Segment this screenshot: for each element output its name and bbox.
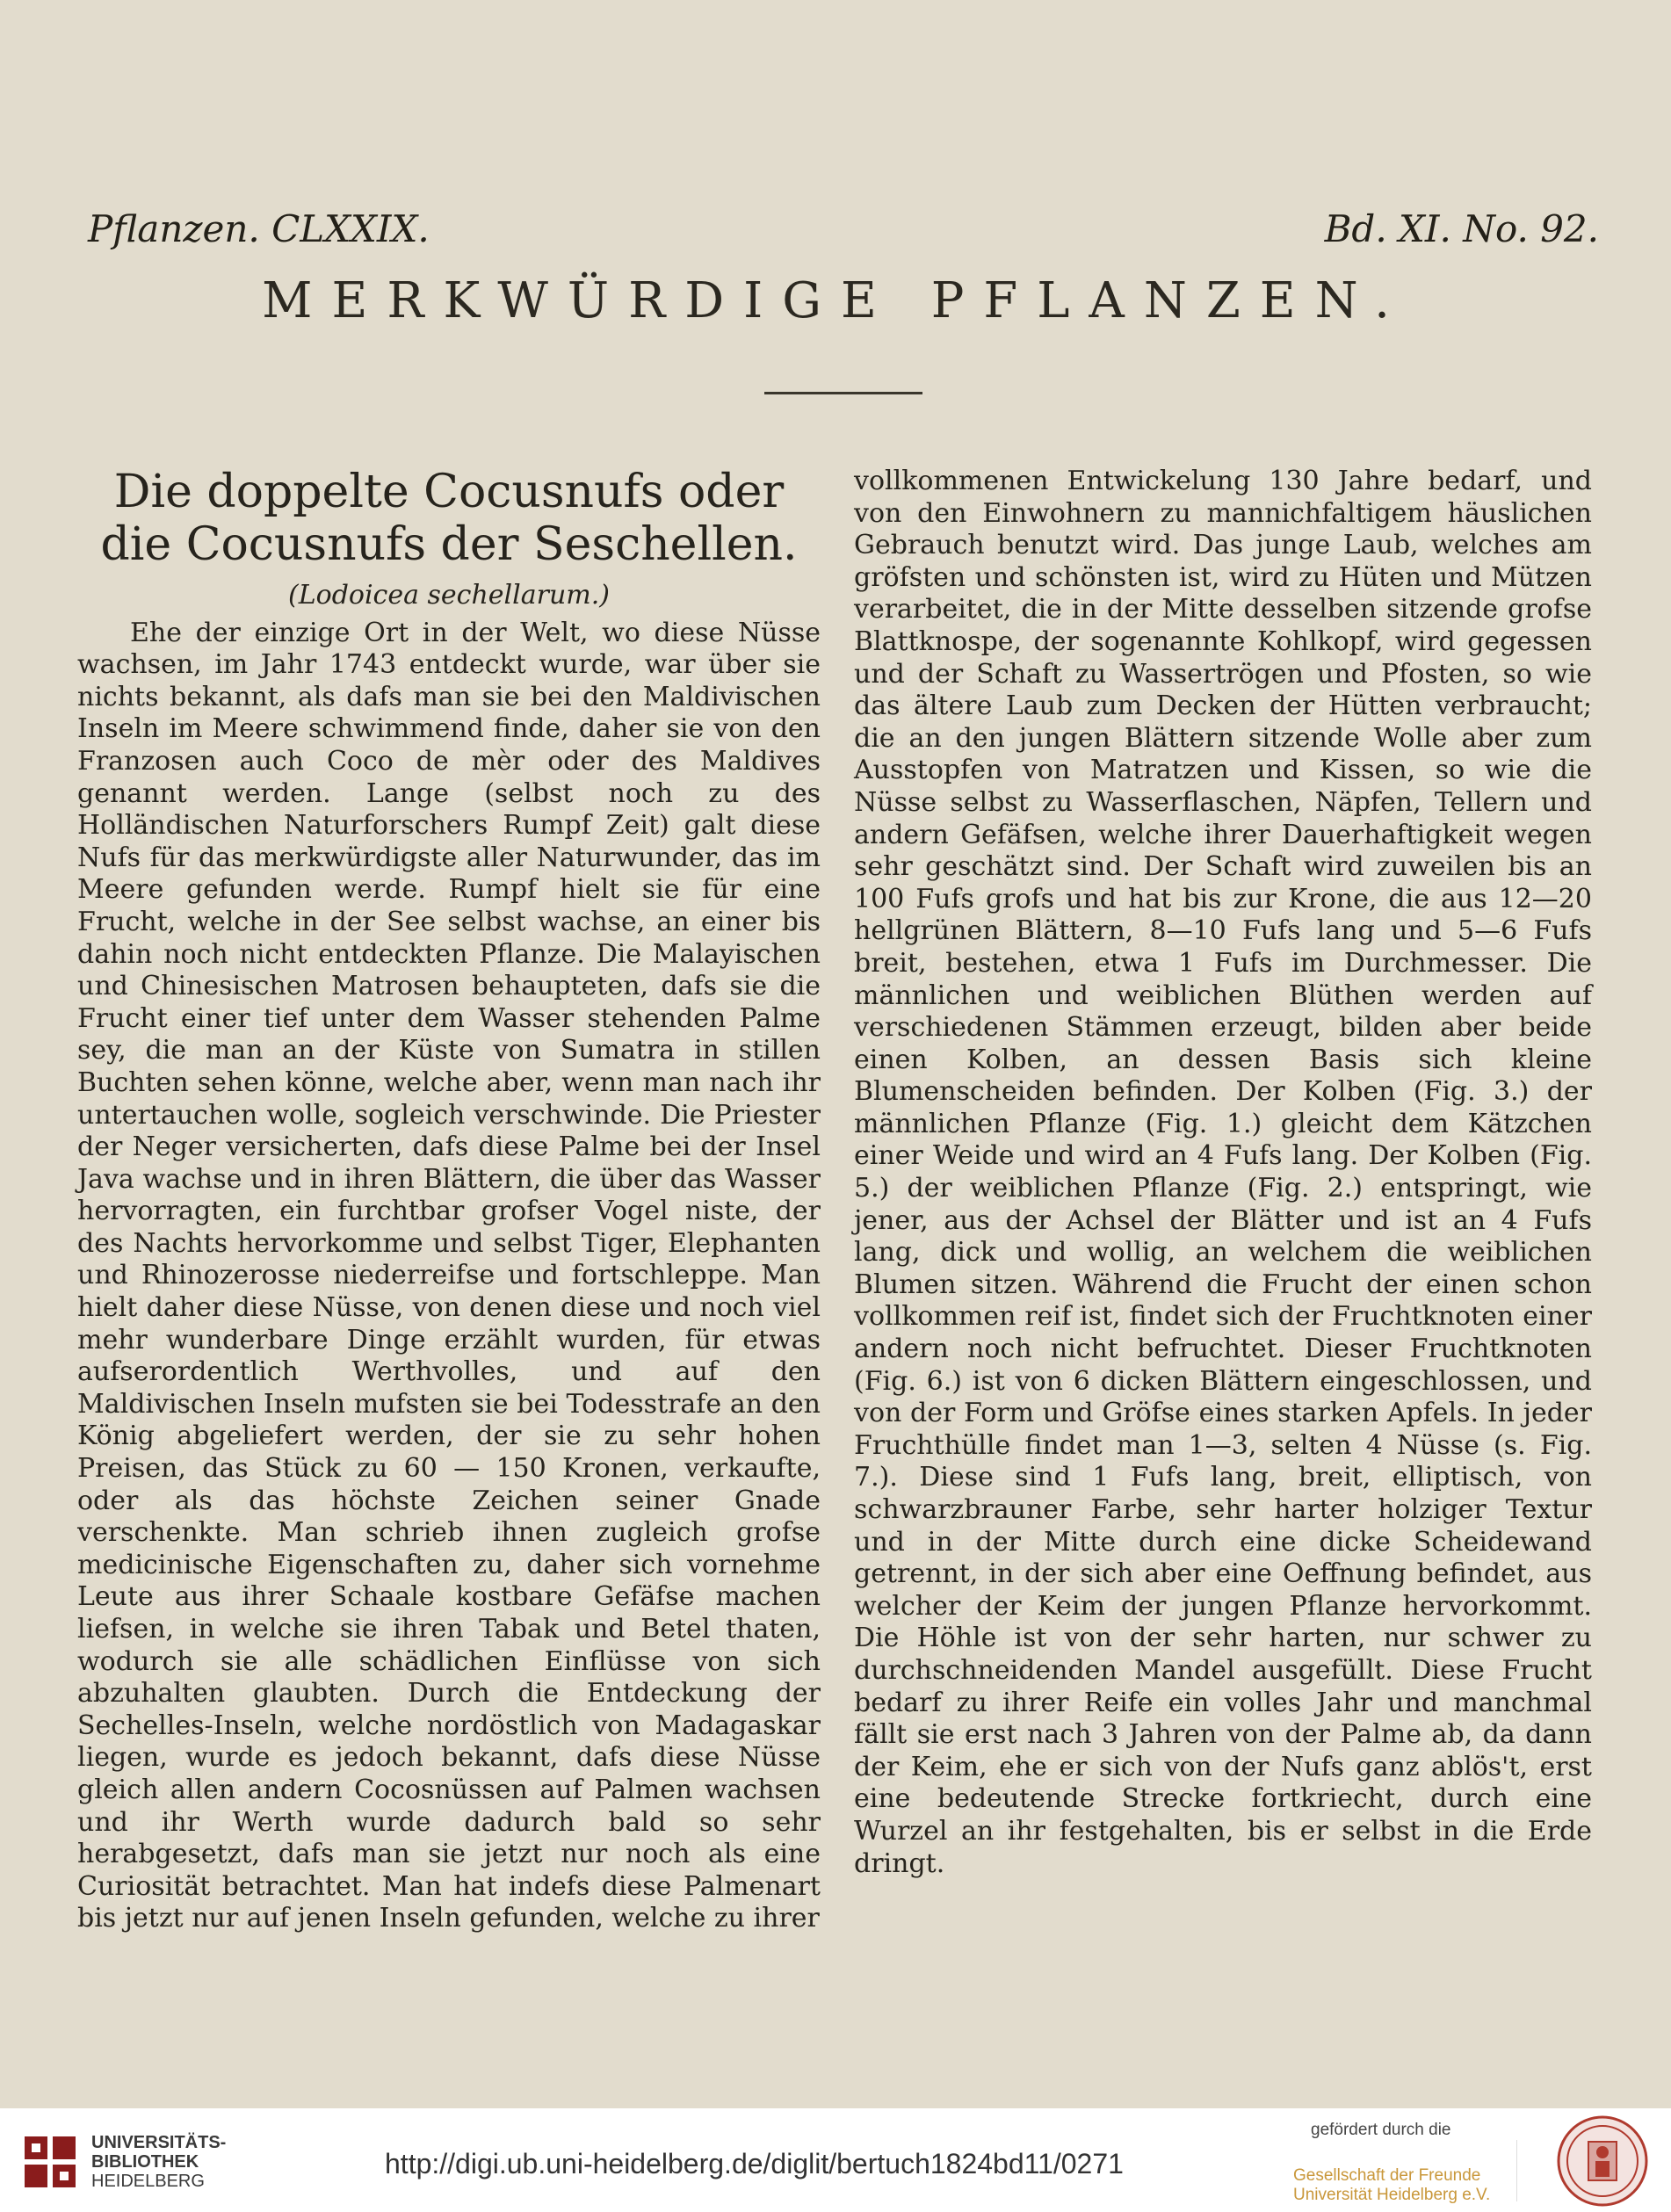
funded-by-text: gefördert durch die	[1311, 2121, 1451, 2139]
right-column	[854, 466, 1592, 1880]
article-subtitle: (Lodoicea sechellarum.)	[288, 580, 610, 611]
library-logo-icon	[23, 2135, 79, 2191]
society-name	[1293, 2166, 1490, 2205]
society-name-line2: Universität Heidelberg e.V.	[1293, 2186, 1491, 2204]
header-volume: Bd. XI. No. 92.	[1324, 207, 1599, 250]
divider	[764, 392, 922, 394]
footer-divider	[1516, 2140, 1517, 2201]
article-title: Die doppelte Cocusnufs oder die Cocusnufs der Seschellen.	[100, 466, 798, 571]
library-name-line3: HEIDELBERG	[91, 2172, 205, 2191]
header-section: Pflanzen. CLXXIX.	[88, 207, 430, 250]
footer-bar	[0, 2108, 1671, 2212]
source-url[interactable]: http://digi.ub.uni-heidelberg.de/diglit/bertuch1824bd11/0271	[385, 2148, 1124, 2179]
society-name-line1: Gesellschaft der Freunde	[1293, 2166, 1481, 2185]
university-seal-icon	[1557, 2115, 1648, 2207]
section-title: MERKWÜRDIGE PFLANZEN.	[262, 272, 1409, 329]
library-name	[91, 2133, 226, 2191]
left-column-text: Ehe der einzige Ort in der Welt, wo diese Nüsse wachsen, im Jahr 1743 entdeckt wurde, war über sie nichts bekannt, als dafs man sie bei den Maldivischen Inseln im Meere schwimmend finde, daher sie von den Franzosen auch Coco de mèr oder des Maldives genannt werden. Lange (selbst noch zu des Holländischen Naturforschers Rumpf Zeit) galt diese Nufs für das merkwürdigste aller Naturwunder, das im Meere gefunden werde. Rumpf hielt sie für eine Frucht, welche in der See selbst wachse, an einer bis dahin noch nicht entdeckten Pflanze. Die Malayischen und Chinesischen Matrosen behaupteten, dafs sie die Frucht einer tief unter dem Wasser stehenden Palme sey, die man an der Küste von Sumatra in stillen Buchten sehen könne, welche aber, wenn man nach ihr untertauchen wolle, sogleich verschwinde. Die Priester der Neger versicherten, dafs diese Palme bei der Insel Java wachse und in ihren Blättern, die über das Wasser hervorragten, ein furchtbar grofser Vogel niste, der des Nachts hervorkomme und selbst Tiger, Elephanten und Rhinozerosse niederreifse und fortschleppe. Man hielt daher diese Nüsse, von denen diese und noch viel mehr wunderbare Dinge erzählt wurden, für etwas aufserordentlich Werthvolles, und auf den Maldivischen Inseln mufsten sie bei Todesstrafe an den König abgeliefert werden, der sie zu sehr hohen Preisen, das Stück zu 60 — 150 Kronen, verkaufte, oder als das höchste Zeichen seiner Gnade verschenkte. Man schrieb ihnen zugleich grofse medicinische Eigenschaften zu, daher sich vornehme Leute aus ihrer Schaale kostbare Gefäfse machen liefsen, in welche sie ihren Tabak und Betel thaten, wodurch sie alle schädlichen Einflüsse von sich abzuhalten glaubten. Durch die Entdeckung der Sechelles-Inseln, welche nordöstlich von Madagaskar liegen, wurde es jedoch bekannt, dafs diese Nüsse gleich allen andern Cocosnüssen auf Palmen wachsen und ihr Werth wurde dadurch bald so sehr herabgesetzt, dafs man sie jetzt nur noch als eine Curiosität betrachtet. Man hat indefs diese Palmenart bis jetzt nur auf jenen Inseln gefunden, welche zu ihrer	[77, 617, 821, 1934]
library-name-line2: BIBLIOTHEK	[91, 2152, 199, 2172]
right-column-text: vollkommenen Entwickelung 130 Jahre bedarf, und von den Einwohnern zu mannichfaltigem häuslichen Gebrauch benutzt wird. Das junge Laub, welches am gröfsten und schönsten ist, wird zu Hüten und Mützen verarbeitet, die in der Mitte desselben sitzende grofse Blattknospe, der sogenannte Kohlkopf, wird gegessen und der Schaft zu Wassertrögen und Pfosten, so wie das ältere Laub zum Decken der Hütten verbraucht; die an den jungen Blättern sitzende Wolle aber zum Ausstopfen von Matratzen und Kissen, so wie die Nüsse selbst zu Wasserflaschen, Näpfen, Tellern und andern Gefäfsen, welche ihrer Dauerhaftigkeit wegen sehr geschätzt sind. Der Schaft wird zuweilen bis an 100 Fufs grofs und hat bis zur Krone, die aus 12—20 hellgrünen Blättern, 8—10 Fufs lang und 5—6 Fufs breit, bestehen, etwa 1 Fufs im Durchmesser. Die männlichen und weiblichen Blüthen werden auf verschiedenen Stämmen erzeugt, bilden aber beide einen Kolben, an dessen Basis sich kleine Blumenscheiden befinden. Der Kolben (Fig. 3.) der männlichen Pflanze (Fig. 1.) gleicht dem Kätzchen einer Weide und wird an 4 Fufs lang. Der Kolben (Fig. 5.) der weiblichen Pflanze (Fig. 2.) entspringt, wie jener, aus der Achsel der Blätter und ist an 4 Fufs lang, dick und wollig, an welchem die weiblichen Blumen sitzen. Während die Frucht der einen schon vollkommen reif ist, findet sich der Fruchtknoten einer andern noch nicht befruchtet. Dieser Fruchtknoten (Fig. 6.) ist von 6 dicken Blättern eingeschlossen, und von der Form und Gröfse eines starken Apfels. In jeder Fruchthülle findet man 1—3, selten 4 Nüsse (s. Fig. 7.). Diese sind 1 Fufs lang, breit, elliptisch, von schwarzbrauner Farbe, sehr harter holziger Textur und in der Mitte durch eine dicke Scheidewand getrennt, in der sich aber eine Oeffnung befindet, aus welcher der Keim der jungen Pflanze hervorkommt. Die Höhle ist von der sehr harten, nur schwer zu durchschneidenden Mandel ausgefüllt. Diese Frucht bedarf zu ihrer Reife ein volles Jahr und manchmal fällt sie erst nach 3 Jahren von der Palme ab, da dann der Keim, ehe er sich von der Nufs ganz ablös't, erst eine bedeutende Strecke fortkriecht, durch eine Wurzel an ihr festgehalten, bis er selbst in die Erde dringt.	[854, 466, 1592, 1879]
left-column	[77, 466, 821, 1935]
library-name-line1: UNIVERSITÄTS-	[91, 2133, 227, 2152]
running-header	[88, 207, 1599, 250]
